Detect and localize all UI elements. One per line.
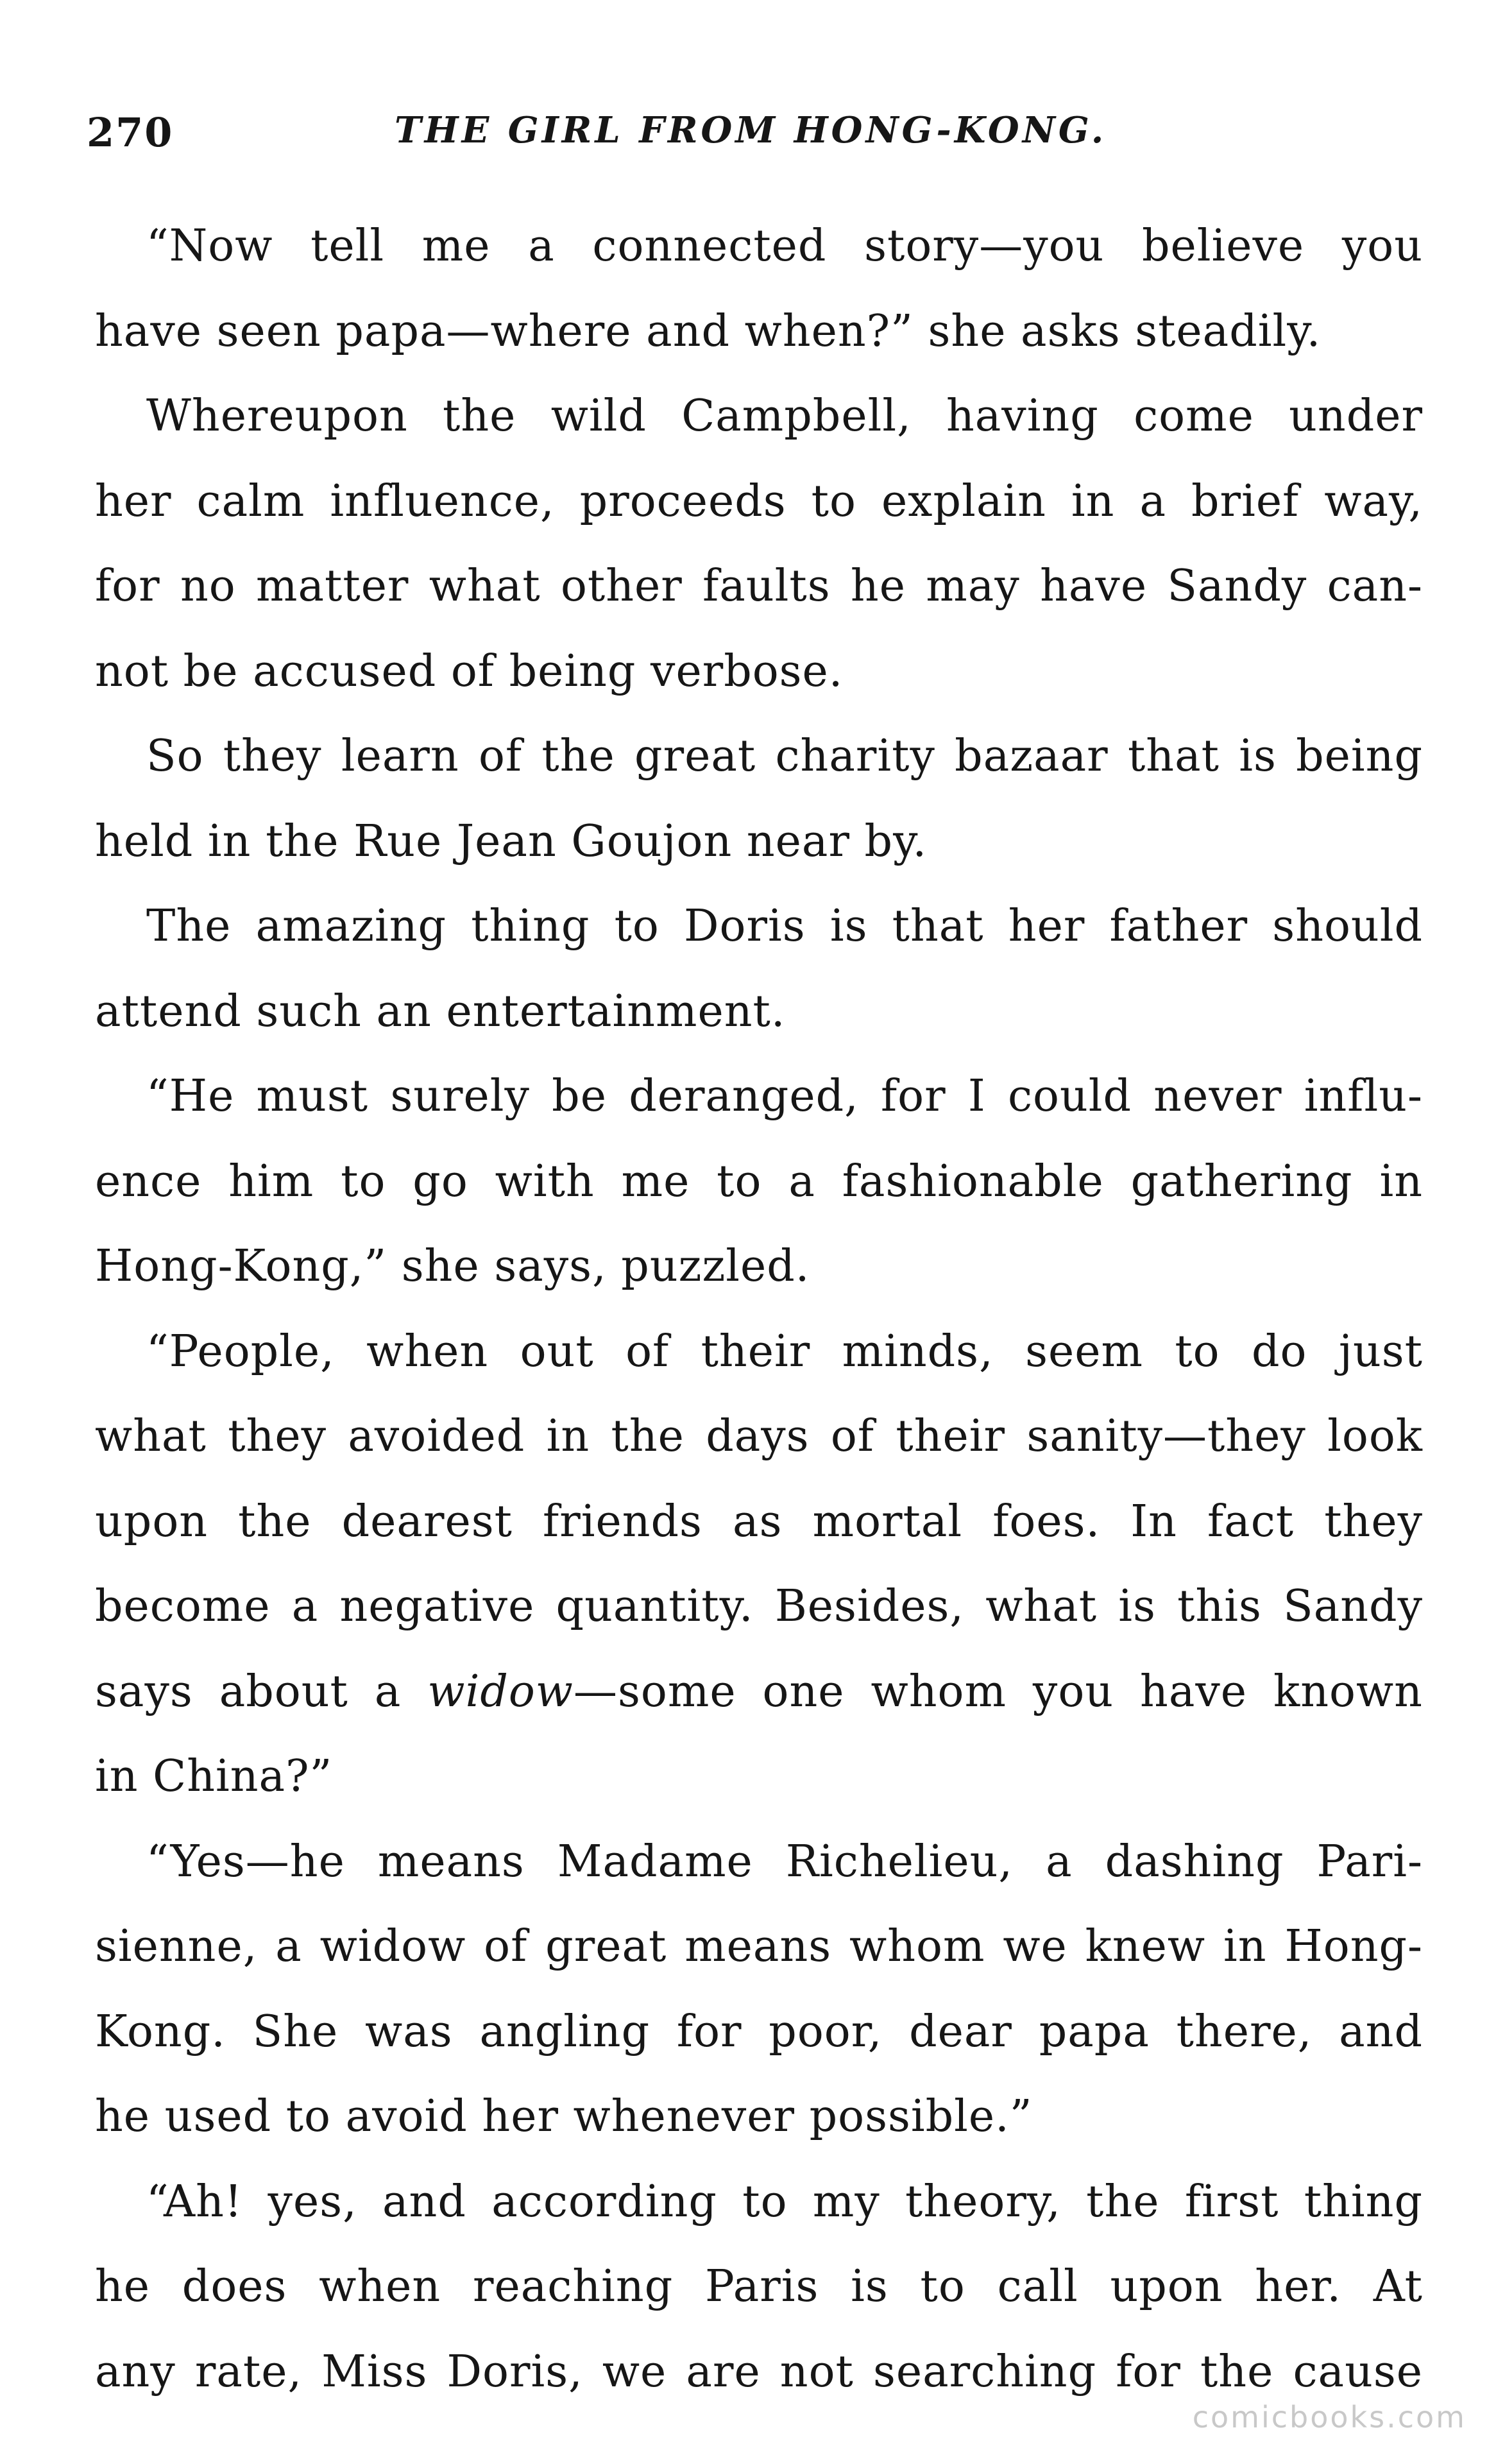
text-line: “Ah! yes, and according to my theory, the first thing (146, 2176, 1423, 2227)
text-line: sienne, a widow of great means whom we knew in Hong- (95, 1921, 1423, 1972)
text-line: “People, when out of their minds, seem to do just (146, 1326, 1423, 1377)
text-line: “Yes—he means Madame Richelieu, a dashing Pari- (146, 1836, 1423, 1887)
text-line: what they avoided in the days of their sanity—they look (95, 1411, 1423, 1462)
text-line: “Now tell me a connected story—you believe you (146, 221, 1423, 271)
text-line: Kong. She was angling for poor, dear papa there, and (95, 2006, 1423, 2057)
text-line: her calm influence, proceeds to explain in a brief way, (95, 475, 1423, 527)
text-line: for no matter what other faults he may have Sandy can- (95, 561, 1423, 612)
text-line: upon the dearest friends as mortal foes. In fact they (95, 1496, 1423, 1547)
text-line: “He must surely be deranged, for I could never influ- (146, 1071, 1423, 1122)
watermark: comicbooks.com (1192, 2400, 1467, 2434)
text-line: held in the Rue Jean Goujon near by. (95, 816, 928, 867)
text-line: he does when reaching Paris is to call upon her. At (95, 2261, 1423, 2312)
text-line: become a negative quantity. Besides, what is this Sandy (95, 1581, 1423, 1632)
text-line: any rate, Miss Doris, we are not searching for the cause (95, 2346, 1423, 2397)
text-line: in China?” (95, 1751, 333, 1802)
text-line (95, 1650, 1423, 1735)
page-number: 270 (87, 109, 174, 156)
page-header (87, 109, 1434, 167)
text-segment: —some one whom you have known (574, 1666, 1423, 1717)
text-line: Whereupon the wild Campbell, having come under (146, 391, 1423, 441)
text-line: attend such an entertainment. (95, 986, 786, 1037)
body-text (95, 204, 1423, 2415)
italic-word: widow (427, 1666, 574, 1717)
text-line: The amazing thing to Doris is that her father should (146, 901, 1423, 952)
text-line: not be accused of being verbose. (95, 646, 844, 697)
running-head: THE GIRL FROM HONG-KONG. (395, 109, 1107, 151)
text-line: he used to avoid her whenever possible.” (95, 2091, 1033, 2142)
text-line: ence him to go with me to a fashionable gathering in (95, 1156, 1423, 1207)
text-line: Hong-Kong,” she says, puzzled. (95, 1241, 810, 1292)
text-segment: says about a (95, 1666, 428, 1717)
text-line: have seen papa—where and when?” she asks steadily. (95, 305, 1322, 357)
text-line: So they learn of the great charity bazaar that is being (146, 731, 1423, 782)
